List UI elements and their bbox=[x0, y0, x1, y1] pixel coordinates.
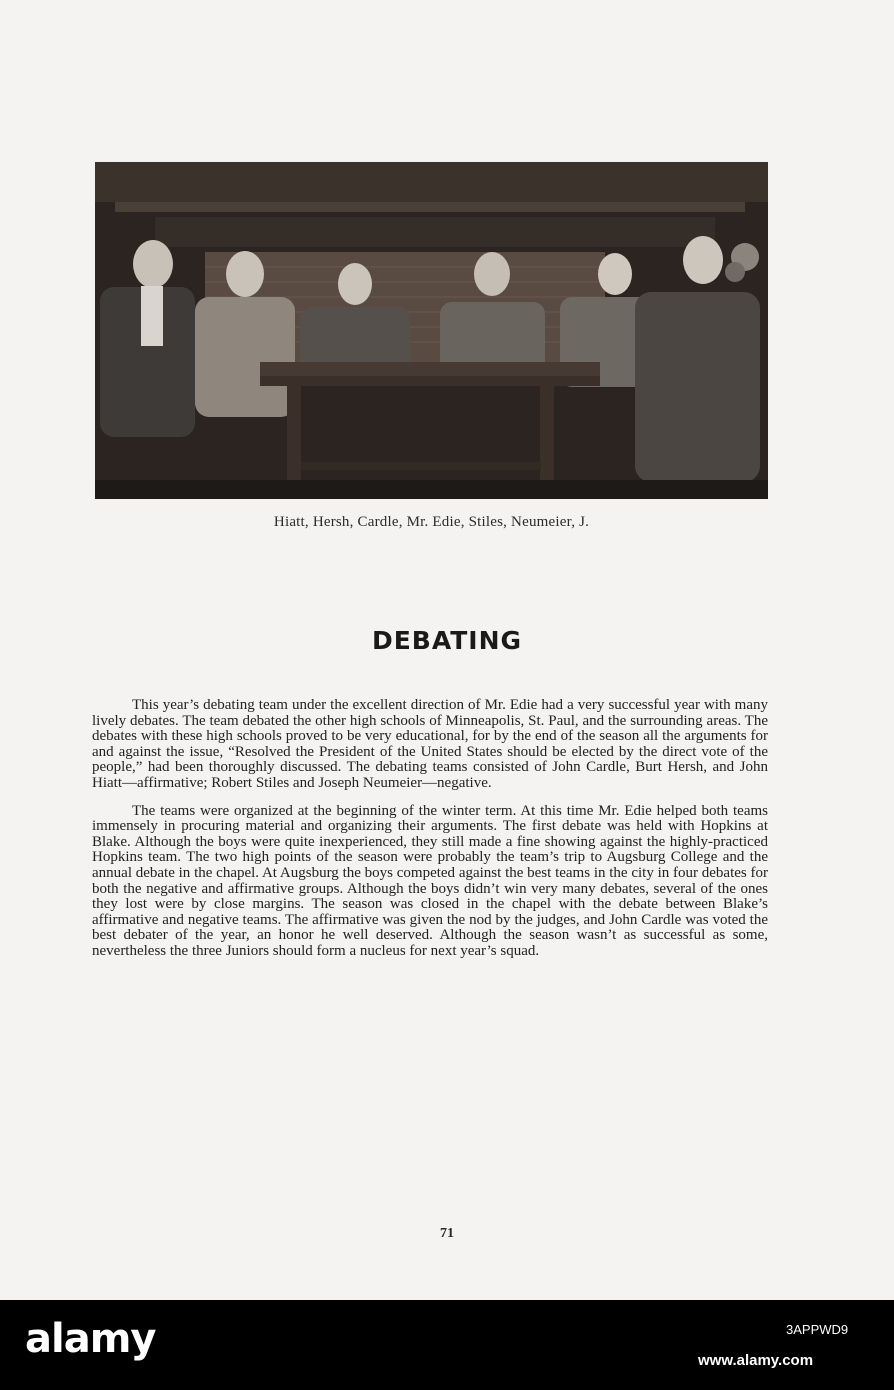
team-photo bbox=[95, 162, 768, 499]
watermark-image-id: 3APPWD9 bbox=[786, 1322, 849, 1337]
page-number: 71 bbox=[440, 1226, 454, 1241]
article-body bbox=[92, 698, 768, 972]
photo-caption: Hiatt, Hersh, Cardle, Mr. Edie, Stiles, Neumeier, J. bbox=[273, 514, 590, 530]
team-photo-illustration bbox=[95, 162, 768, 499]
section-heading: DEBATING bbox=[371, 626, 523, 655]
paragraph-2: The teams were organized at the beginning of the winter term. At this time Mr. Edie helped both teams immensely in procuring material and organizing their arguments. The first debate was held with Hopkins at Blake. Although the boys were quite inexperienced, they still made a fine showing against the highly-practiced Hopkins team. The two high points of the season were probably the team’s trip to Augsburg College and the annual debate in the chapel. At Augsburg the boys competed against the best teams in the city in four debates for both the negative and affirmative groups. Although the boys didn’t win very many debates, several of the ones they lost were by close margins. The season was closed in the chapel with the debate between Blake’s affirmative and negative teams. The affirmative was given the nod by the judges, and John Cardle was voted the best debater of the year, an honor he well deserved. Although the season wasn’t as successful as some, nevertheless the three Juniors should form a nucleus for next year’s squad. bbox=[92, 802, 768, 959]
watermark-logo: alamy bbox=[25, 1316, 156, 1362]
paragraph-1: This year’s debating team under the excellent direction of Mr. Edie had a very successful year with many lively debates. The team debated the other high schools of Minneapolis, St. Paul, and the surrounding areas. The debates with these high schools proved to be very educational, for by the end of the season all the arguments for and against the issue, “Resolved the President of the United States should be elected by the direct vote of the people,” had been thoroughly discussed. The debating teams consisted of John Cardle, Burt Hersh, and John Hiatt—affirmative; Robert Stiles and Joseph Neumeier—negative. bbox=[92, 697, 768, 791]
watermark-url: www.alamy.com bbox=[698, 1352, 814, 1369]
